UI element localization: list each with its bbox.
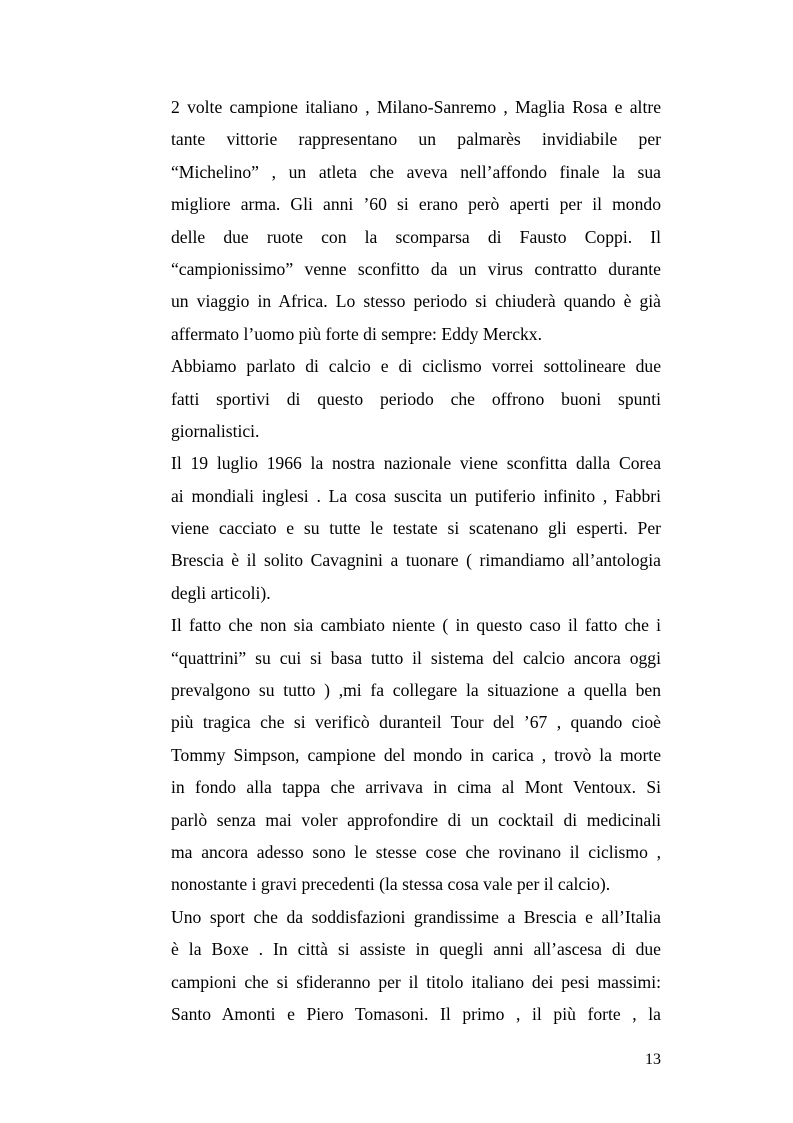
page-number: 13	[645, 1051, 661, 1068]
text-line: ma ancora adesso sono le stesse cose che rovinano il ciclismo ,	[171, 841, 661, 862]
text-line: campioni che si sfideranno per il titolo italiano dei pesi massimi:	[171, 971, 661, 992]
text-line: Uno sport che da soddisfazioni grandissime a Brescia e all’Italia	[171, 906, 661, 927]
text-line: fatti sportivi di questo periodo che offrono buoni spunti	[171, 388, 661, 409]
text-line: degli articoli).	[171, 582, 271, 603]
text-line: Abbiamo parlato di calcio e di ciclismo vorrei sottolineare due	[171, 356, 661, 377]
text-line: prevalgono su tutto ) ,mi fa collegare la situazione a quella ben	[171, 680, 661, 701]
text-line: Il 19 luglio 1966 la nostra nazionale viene sconfitta dalla Corea	[171, 453, 661, 474]
text-line: in fondo alla tappa che arrivava in cima al Mont Ventoux. Si	[171, 777, 661, 798]
text-line: giornalistici.	[171, 420, 260, 441]
text-line: “quattrini” su cui si basa tutto il sistema del calcio ancora oggi	[171, 647, 661, 668]
text-line: ai mondiali inglesi . La cosa suscita un putiferio infinito , Fabbri	[171, 485, 661, 506]
text-line: migliore arma. Gli anni ’60 si erano però aperti per il mondo	[171, 194, 661, 215]
text-line: più tragica che si verificò duranteil Tour del ’67 , quando cioè	[171, 712, 661, 733]
text-line: Brescia è il solito Cavagnini a tuonare ( rimandiamo all’antologia	[171, 550, 661, 571]
text-line: “Michelino” , un atleta che aveva nell’affondo finale la sua	[171, 161, 661, 182]
text-line: tante vittorie rappresentano un palmarès invidiabile per	[171, 129, 661, 150]
paragraph	[171, 91, 661, 350]
text-line: Il fatto che non sia cambiato niente ( in questo caso il fatto che i	[171, 615, 661, 636]
body-text	[171, 91, 661, 1030]
paragraph	[171, 447, 661, 609]
text-line: nonostante i gravi precedenti (la stessa cosa vale per il calcio).	[171, 874, 611, 895]
paragraph	[171, 901, 661, 1031]
text-line: Tommy Simpson, campione del mondo in carica , trovò la morte	[171, 744, 661, 765]
paragraph	[171, 350, 661, 447]
text-line: è la Boxe . In città si assiste in quegli anni all’ascesa di due	[171, 939, 661, 960]
text-line: 2 volte campione italiano , Milano-Sanremo , Maglia Rosa e altre	[171, 97, 661, 117]
paragraph	[171, 609, 661, 901]
text-line: Santo Amonti e Piero Tomasoni. Il primo , il più forte , la	[171, 1003, 661, 1024]
text-line: “campionissimo” venne sconfitto da un virus contratto durante	[171, 258, 661, 279]
text-line: viene cacciato e su tutte le testate si scatenano gli esperti. Per	[171, 518, 661, 539]
text-line: parlò senza mai voler approfondire di un cocktail di medicinali	[171, 809, 661, 830]
text-line: affermato l’uomo più forte di sempre: Eddy Merckx.	[171, 323, 542, 344]
text-line: delle due ruote con la scomparsa di Fausto Coppi. Il	[171, 226, 661, 247]
text-line: un viaggio in Africa. Lo stesso periodo si chiuderà quando è già	[171, 291, 661, 312]
